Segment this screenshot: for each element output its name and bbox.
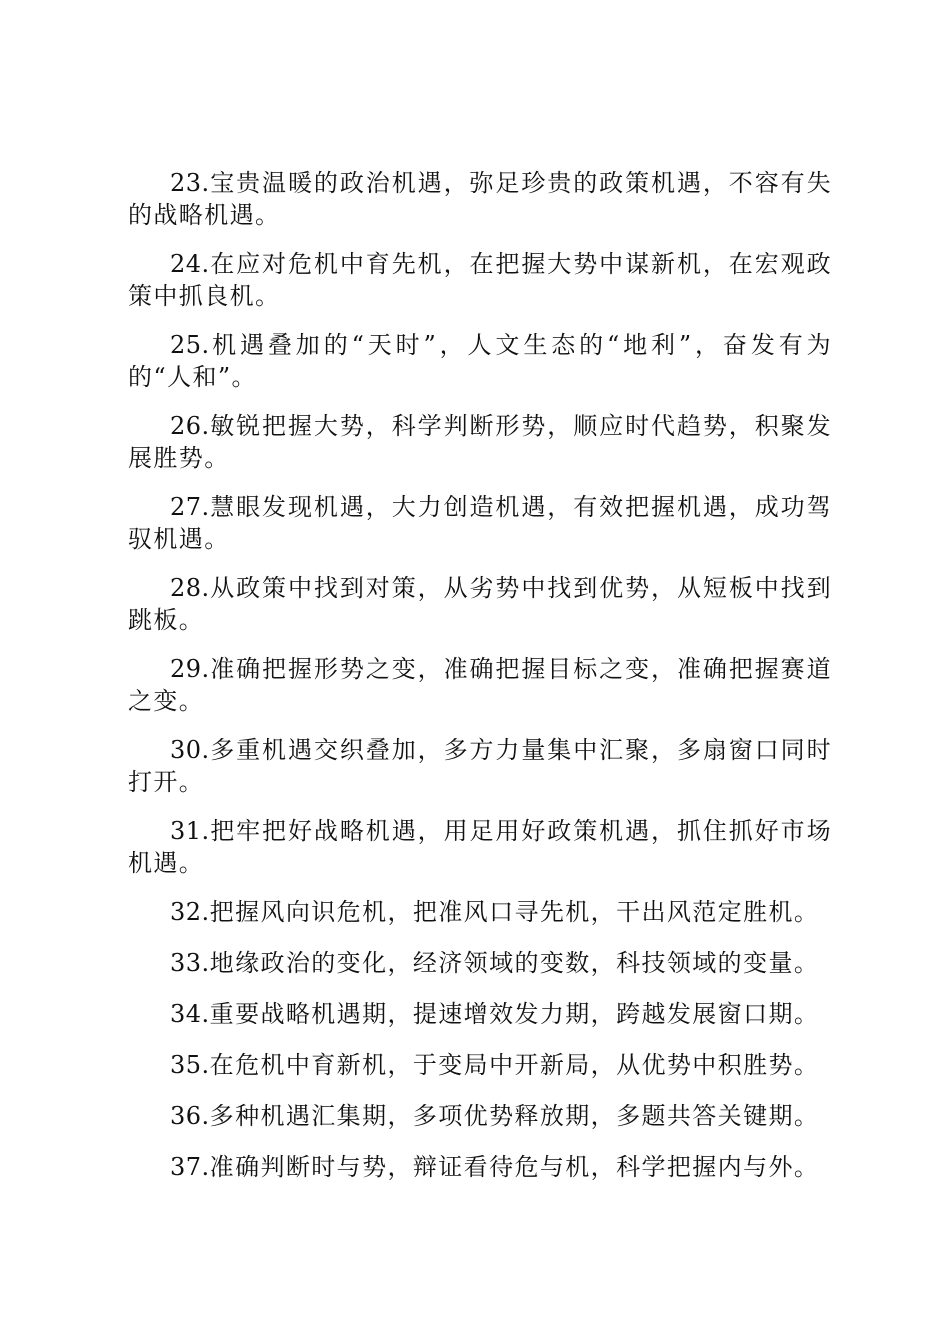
list-item	[128, 248, 832, 312]
item-number: 23.	[170, 169, 210, 197]
list-item	[128, 815, 832, 879]
item-number: 33.	[170, 949, 210, 977]
item-number: 26.	[170, 412, 210, 440]
item-number: 36.	[170, 1102, 210, 1130]
list-item	[128, 998, 832, 1030]
item-number: 37.	[170, 1153, 210, 1181]
item-number: 28.	[170, 574, 210, 602]
item-text: 把牢把好战略机遇，用足用好政策机遇，抓住抓好市场机遇。	[128, 817, 832, 877]
list-item	[128, 491, 832, 555]
item-text: 多种机遇汇集期，多项优势释放期，多题共答关键期。	[209, 1102, 820, 1130]
item-text: 重要战略机遇期，提速增效发力期，跨越发展窗口期。	[209, 1000, 820, 1028]
list-item	[128, 947, 832, 979]
item-text: 敏锐把握大势，科学判断形势，顺应时代趋势，积聚发展胜势。	[128, 412, 832, 472]
list-item	[128, 1100, 832, 1132]
item-number: 35.	[170, 1051, 210, 1079]
list-item	[128, 167, 832, 231]
list-item	[128, 572, 832, 636]
list-item	[128, 653, 832, 717]
list-item	[128, 1049, 832, 1081]
item-text: 把握风向识危机，把准风口寻先机，干出风范定胜机。	[209, 898, 820, 926]
document-page	[128, 167, 832, 1202]
item-number: 25.	[170, 331, 210, 359]
item-text: 多重机遇交织叠加，多方力量集中汇聚，多扇窗口同时打开。	[128, 736, 832, 796]
item-text: 在危机中育新机，于变局中开新局，从优势中积胜势。	[209, 1051, 820, 1079]
item-number: 34.	[170, 1000, 210, 1028]
item-number: 24.	[170, 250, 210, 278]
item-number: 29.	[170, 655, 210, 683]
item-text: 机遇叠加的“天时”，人文生态的“地利”，奋发有为的“人和”。	[128, 331, 832, 391]
item-text: 从政策中找到对策，从劣势中找到优势，从短板中找到跳板。	[128, 574, 832, 634]
item-number: 27.	[170, 493, 210, 521]
list-item	[128, 896, 832, 928]
item-text: 在应对危机中育先机，在把握大势中谋新机，在宏观政策中抓良机。	[128, 250, 832, 310]
list-item	[128, 410, 832, 474]
item-text: 准确判断时与势，辩证看待危与机，科学把握内与外。	[209, 1153, 820, 1181]
item-number: 32.	[170, 898, 210, 926]
item-text: 宝贵温暖的政治机遇，弥足珍贵的政策机遇，不容有失的战略机遇。	[128, 169, 832, 229]
list-item	[128, 1151, 832, 1183]
item-text: 慧眼发现机遇，大力创造机遇，有效把握机遇，成功驾驭机遇。	[128, 493, 832, 553]
list-item	[128, 734, 832, 798]
list-item	[128, 329, 832, 393]
item-number: 30.	[170, 736, 210, 764]
item-text: 准确把握形势之变，准确把握目标之变，准确把握赛道之变。	[128, 655, 832, 715]
item-number: 31.	[170, 817, 210, 845]
item-text: 地缘政治的变化，经济领域的变数，科技领域的变量。	[209, 949, 820, 977]
